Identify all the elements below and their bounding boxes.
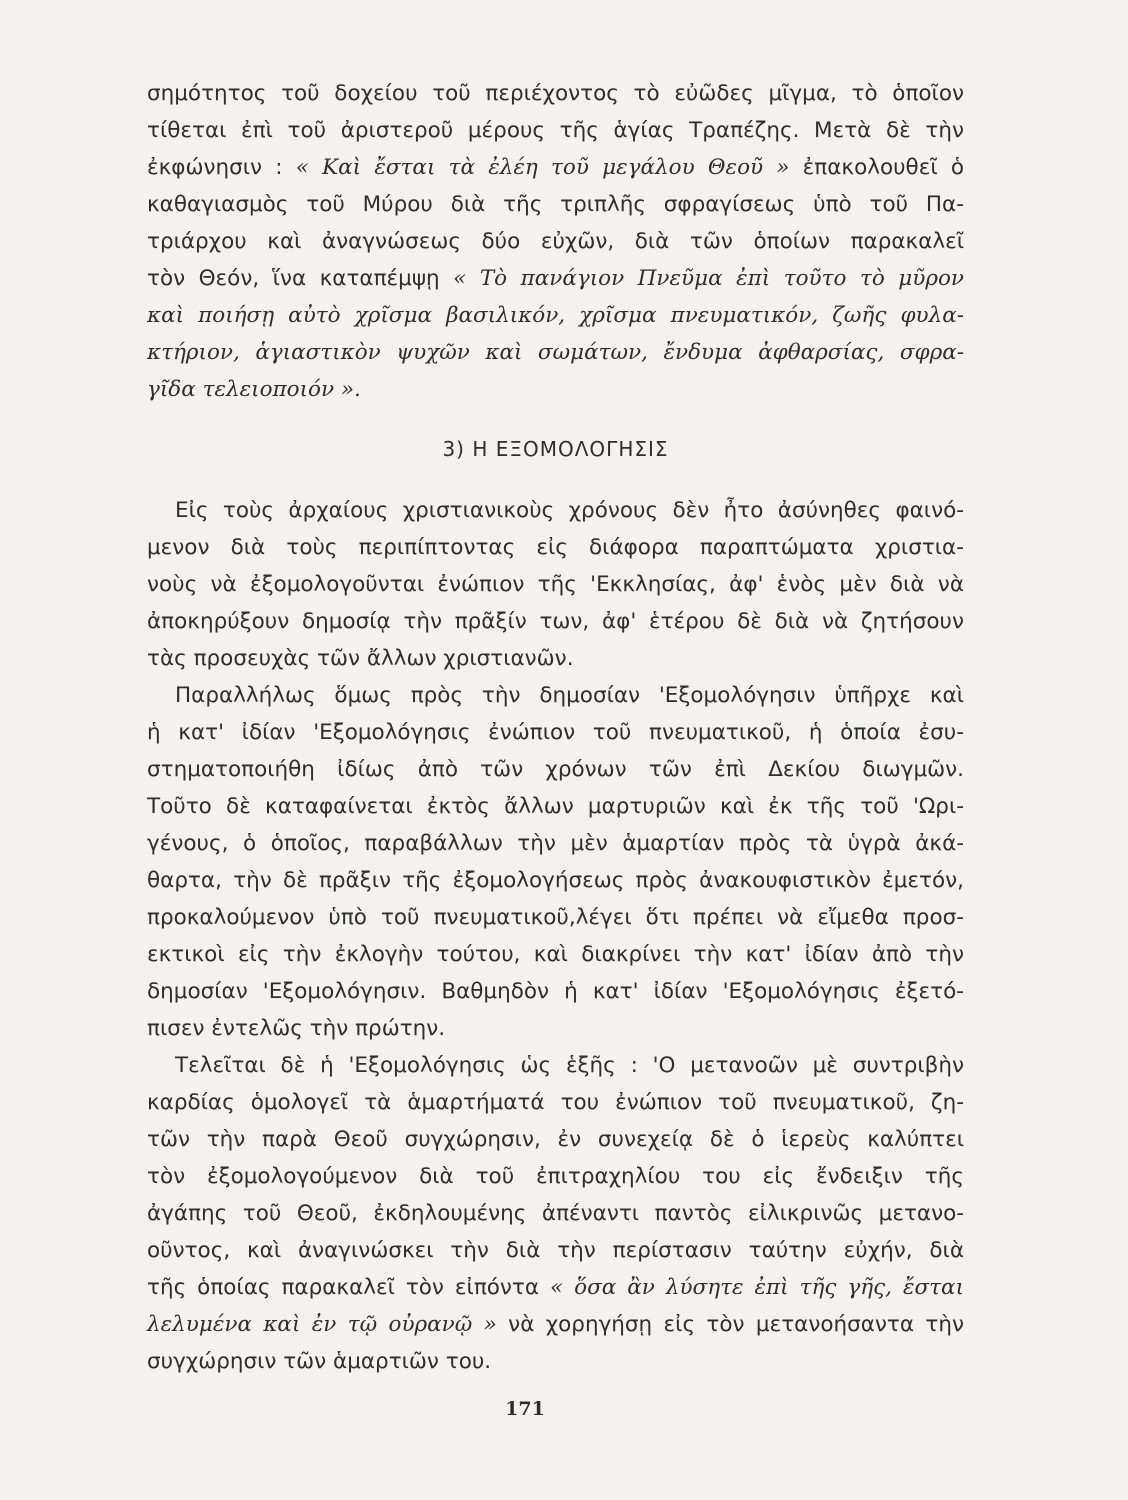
text-line bbox=[147, 603, 964, 640]
quoted-italic-text: καὶ ποιήσῃ αὐτὸ χρῖσμα βασιλικόν, χρῖσμα πνευματικόν, ζωῆς φυλα- bbox=[147, 303, 964, 328]
text-line bbox=[147, 492, 964, 529]
text-segment: τριάρχου καὶ ἀναγνώσεως δύο εὐχῶν, διὰ τῶν ὁποίων παρακαλεῖ bbox=[147, 229, 964, 254]
text-segment: Τοῦτο δὲ καταφαίνεται ἐκτὸς ἄλλων μαρτυριῶν καὶ ἐκ τῆς τοῦ 'Ωρι- bbox=[147, 794, 964, 819]
text-segment: εκτικοὶ εἰς τὴν ἐκλογὴν τούτου, καὶ διακρίνει τὴν κατ' ἰδίαν ἀπὸ τὴν bbox=[147, 942, 964, 967]
text-segment: πισεν ἐντελῶς τὴν πρώτην. bbox=[147, 1016, 446, 1041]
text-segment: δημοσίαν 'Εξομολόγησιν. Βαθμηδὸν ἡ κατ' ἰδίαν 'Εξομολόγησις ἐξετό- bbox=[147, 979, 964, 1004]
text-segment: οῦντος, καὶ ἀναγινώσκει τὴν διὰ τὴν περίστασιν ταύτην εὐχήν, διὰ bbox=[147, 1238, 964, 1263]
text-segment: στηματοποιήθη ἰδίως ἀπὸ τῶν χρόνων τῶν ἐπὶ Δεκίου διωγμῶν. bbox=[147, 757, 964, 782]
text-line bbox=[147, 260, 964, 297]
text-line bbox=[147, 1195, 964, 1232]
quoted-italic-text: « Τὸ πανάγιον Πνεῦμα ἐπὶ τοῦτο τὸ μῦρον bbox=[453, 266, 965, 291]
text-segment: τῆς ὁποίας παρακαλεῖ τὸν εἰπόντα bbox=[147, 1275, 551, 1300]
text-line bbox=[147, 1269, 964, 1306]
quoted-italic-text: κτήριον, ἁγιαστικὸν ψυχῶν καὶ σωμάτων, ἔνδυμα ἀφθαρσίας, σφρα- bbox=[147, 340, 964, 365]
text-line bbox=[147, 677, 964, 714]
text-line bbox=[147, 75, 964, 112]
quoted-italic-text: γῖδα τελειοποιόν ». bbox=[147, 377, 361, 402]
text-line bbox=[147, 149, 964, 186]
text-segment: σημότητος τοῦ δοχείου τοῦ περιέχοντος τὸ εὐῶδες μῖγμα, τὸ ὁποῖον bbox=[147, 81, 964, 106]
text-segment: τῶν τὴν παρὰ Θεοῦ συγχώρησιν, ἐν συνεχείᾳ δὲ ὁ ἱερεὺς καλύπτει bbox=[147, 1127, 964, 1152]
text-segment: τὸν ἐξομολογούμενον διὰ τοῦ ἐπιτραχηλίου του εἰς ἔνδειξιν τῆς bbox=[147, 1164, 964, 1189]
text-line bbox=[147, 751, 964, 788]
document-page bbox=[147, 75, 964, 1380]
text-line bbox=[147, 640, 964, 677]
text-line bbox=[147, 1121, 964, 1158]
text-line bbox=[147, 936, 964, 973]
section-heading: 3) Η ΕΞΟΜΟΛΟΓΗΣΙΣ bbox=[442, 437, 669, 461]
text-segment: προκαλούμενον ὑπὸ τοῦ πνευματικοῦ,λέγει ὅτι πρέπει νὰ εἴμεθα προσ- bbox=[147, 905, 964, 930]
text-segment: τὸν Θεόν, ἵνα καταπέμψῃ bbox=[147, 266, 454, 291]
paragraph bbox=[147, 677, 964, 1047]
text-segment: νὰ χορηγήσῃ εἰς τὸν μετανοήσαντα τὴν bbox=[496, 1312, 964, 1337]
text-segment: Εἰς τοὺς ἀρχαίους χριστιανικοὺς χρόνους δὲν ἦτο ἀσύνηθες φαινό- bbox=[175, 498, 964, 523]
paragraph bbox=[147, 1047, 964, 1380]
text-line bbox=[147, 1343, 964, 1380]
text-line bbox=[147, 1306, 964, 1343]
text-line bbox=[147, 371, 964, 408]
text-segment: συγχώρησιν τῶν ἁμαρτιῶν του. bbox=[147, 1349, 492, 1374]
text-segment: Τελεῖται δὲ ἡ 'Εξομολόγησις ὡς ἑξῆς : 'Ο μετανοῶν μὲ συντριβὴν bbox=[175, 1053, 964, 1078]
text-segment: ἀγάπης τοῦ Θεοῦ, ἐκδηλουμένης ἀπέναντι παντὸς εἰλικρινῶς μετανο- bbox=[147, 1201, 964, 1226]
text-line bbox=[147, 1047, 964, 1084]
quoted-italic-text: λελυμένα καὶ ἐν τῷ οὐρανῷ » bbox=[147, 1312, 497, 1337]
text-segment: μενον διὰ τοὺς περιπίπτοντας εἰς διάφορα παραπτώματα χριστια- bbox=[147, 535, 964, 560]
text-segment: τίθεται ἐπὶ τοῦ ἀριστεροῦ μέρους τῆς ἁγίας Τραπέζης. Μετὰ δὲ τὴν bbox=[147, 118, 964, 143]
text-segment: ἐπακολουθεῖ ὁ bbox=[789, 155, 964, 180]
text-line bbox=[147, 529, 964, 566]
text-segment: γένους, ὁ ὁποῖος, παραβάλλων τὴν μὲν ἁμαρτίαν πρὸς τὰ ὑγρὰ ἀκά- bbox=[147, 831, 964, 856]
text-segment: θαρτα, τὴν δὲ πρᾶξιν τῆς ἐξομολογήσεως πρὸς ἀνακουφιστικὸν ἐμετόν, bbox=[147, 868, 964, 893]
paragraph bbox=[147, 75, 964, 408]
text-line bbox=[147, 899, 964, 936]
text-line bbox=[147, 825, 964, 862]
text-line bbox=[147, 112, 964, 149]
text-segment: καθαγιασμὸς τοῦ Μύρου διὰ τῆς τριπλῆς σφραγίσεως ὑπὸ τοῦ Πα- bbox=[147, 192, 964, 217]
text-line bbox=[147, 1158, 964, 1195]
text-segment: ἀποκηρύξουν δημοσίᾳ τὴν πρᾶξίν των, ἀφ' ἑτέρου δὲ διὰ νὰ ζητήσουν bbox=[147, 609, 964, 634]
text-line bbox=[147, 862, 964, 899]
text-line bbox=[147, 1084, 964, 1121]
paragraph bbox=[147, 492, 964, 677]
text-line bbox=[147, 973, 964, 1010]
quoted-italic-text: « ὅσα ἂν λύσητε ἐπὶ τῆς γῆς, ἔσται bbox=[550, 1275, 965, 1300]
text-line bbox=[147, 566, 964, 603]
text-line bbox=[147, 1232, 964, 1269]
text-line bbox=[147, 788, 964, 825]
quoted-italic-text: « Καὶ ἔσται τὰ ἐλέη τοῦ μεγάλου Θεοῦ » bbox=[295, 155, 790, 180]
text-segment: τὰς προσευχὰς τῶν ἄλλων χριστιανῶν. bbox=[147, 646, 574, 671]
text-line bbox=[147, 223, 964, 260]
text-segment: καρδίας ὁμολογεῖ τὰ ἁμαρτήματά του ἐνώπιον τοῦ πνευματικοῦ, ζη- bbox=[147, 1090, 964, 1115]
text-segment: ἐκφώνησιν : bbox=[147, 155, 296, 180]
text-segment: νοὺς νὰ ἐξομολογοῦνται ἐνώπιον τῆς 'Εκκλησίας, ἀφ' ἑνὸς μὲν διὰ νὰ bbox=[147, 572, 964, 597]
page-number: 171 bbox=[505, 1398, 545, 1420]
text-line bbox=[147, 297, 964, 334]
text-segment: ἡ κατ' ἰδίαν 'Εξομολόγησις ἐνώπιον τοῦ πνευματικοῦ, ἡ ὁποία ἐσυ- bbox=[147, 720, 964, 745]
text-line bbox=[147, 334, 964, 371]
text-segment: Παραλλήλως ὅμως πρὸς τὴν δημοσίαν 'Εξομολόγησιν ὑπῆρχε καὶ bbox=[175, 683, 964, 708]
text-line bbox=[147, 1010, 964, 1047]
text-line bbox=[147, 714, 964, 751]
text-line bbox=[147, 186, 964, 223]
